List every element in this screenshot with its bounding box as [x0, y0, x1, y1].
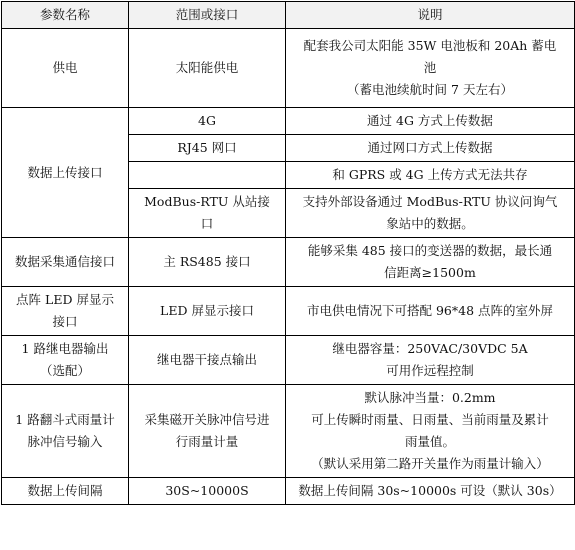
param-range: ModBus-RTU 从站接 口: [129, 189, 286, 238]
param-desc: 配套我公司太阳能 35W 电池板和 20Ah 蓄电 池 （蓄电池续航时间 7 天左右）: [286, 29, 575, 108]
table-row: [2, 29, 575, 108]
param-name: 1 路翻斗式雨量计 脉冲信号输入: [2, 385, 129, 478]
param-name: 数据采集通信接口: [2, 238, 129, 287]
param-range: RJ45 网口: [129, 135, 286, 162]
param-range: 4G: [129, 108, 286, 135]
param-desc: 能够采集 485 接口的变送器的数据，最长通 信距离≥1500m: [286, 238, 575, 287]
parameter-table: [1, 1, 575, 505]
table-row: [2, 108, 575, 135]
table-row: [2, 238, 575, 287]
table-row: [2, 385, 575, 478]
param-desc: 默认脉冲当量：0.2mm 可上传瞬时雨量、日雨量、当前雨量及累计 雨量值。 （默认采用第二路开关量作为雨量计输入）: [286, 385, 575, 478]
param-range: 采集磁开关脉冲信号进 行雨量计量: [129, 385, 286, 478]
param-desc: 和 GPRS 或 4G 上传方式无法共存: [286, 162, 575, 189]
header-description: 说明: [286, 2, 575, 29]
table-row: [2, 336, 575, 385]
param-range: 30S~10000S: [129, 478, 286, 505]
param-desc: 通过 4G 方式上传数据: [286, 108, 575, 135]
param-range: 主 RS485 接口: [129, 238, 286, 287]
header-range: 范围或接口: [129, 2, 286, 29]
param-range: 太阳能供电: [129, 29, 286, 108]
table-row: [2, 287, 575, 336]
param-name: 数据上传接口: [2, 108, 129, 238]
param-desc: 支持外部设备通过 ModBus-RTU 协议问询气 象站中的数据。: [286, 189, 575, 238]
param-name: 供电: [2, 29, 129, 108]
param-desc: 通过网口方式上传数据: [286, 135, 575, 162]
param-range: LED 屏显示接口: [129, 287, 286, 336]
param-desc: 数据上传间隔 30s~10000s 可设（默认 30s）: [286, 478, 575, 505]
param-name: 点阵 LED 屏显示 接口: [2, 287, 129, 336]
table-row: [2, 478, 575, 505]
param-name: 1 路继电器输出 （选配）: [2, 336, 129, 385]
param-range: 继电器干接点输出: [129, 336, 286, 385]
header-param-name: 参数名称: [2, 2, 129, 29]
table-header-row: [2, 2, 575, 29]
param-range: [129, 162, 286, 189]
param-desc: 继电器容量：250VAC/30VDC 5A 可用作远程控制: [286, 336, 575, 385]
param-name: 数据上传间隔: [2, 478, 129, 505]
param-desc: 市电供电情况下可搭配 96*48 点阵的室外屏: [286, 287, 575, 336]
